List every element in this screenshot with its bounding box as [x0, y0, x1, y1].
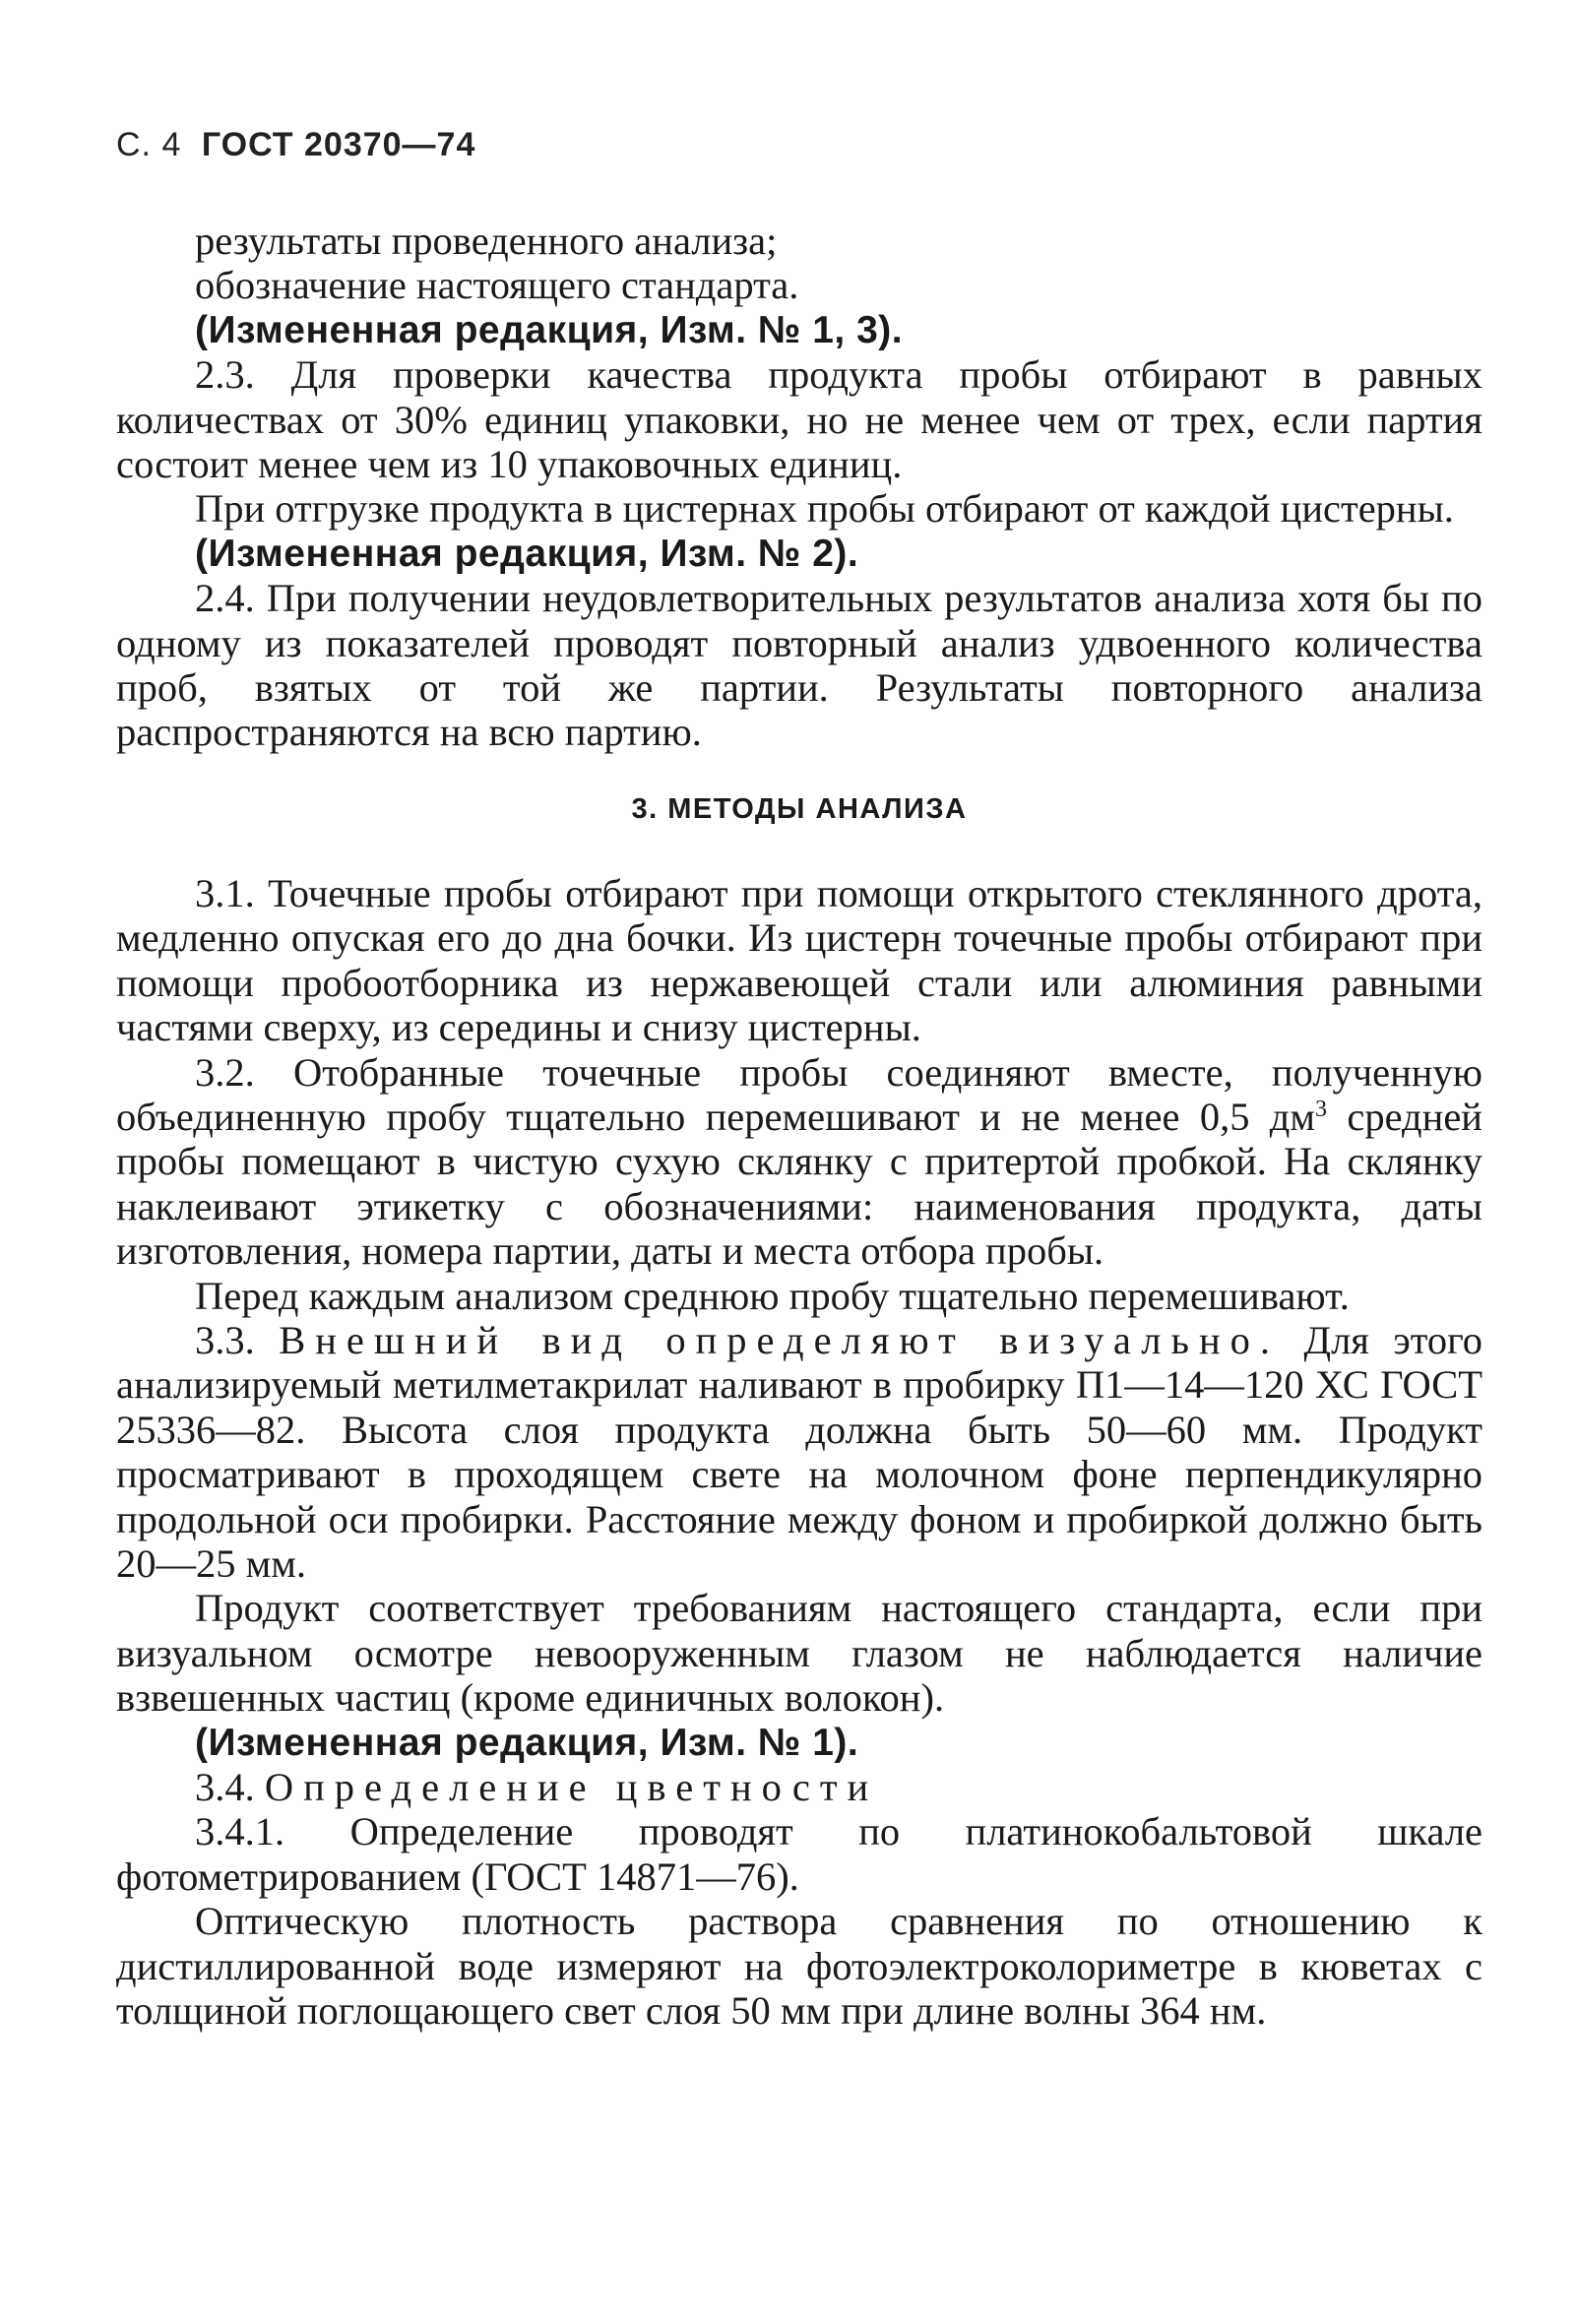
paragraph: результаты проведенного анализа; [195, 219, 778, 263]
paragraph: обозначение настоящего стандарта. [195, 263, 799, 308]
clause-number: 3.4. [195, 1765, 255, 1809]
document-body [116, 219, 1482, 2033]
clause-3-4 [116, 1765, 1482, 1809]
superscript: 3 [1315, 1096, 1328, 1122]
clause-3-3 [116, 1318, 1482, 1586]
clause-3-2-part-b: средней пробы помещают в чистую сухую склянку с притертой пробкой. На склянку наклеивают этикетку с обозначениями: наименования продукта, даты изготовления, номера партии, даты и места отбора пробы. [116, 1094, 1482, 1274]
section-title: 3. МЕТОДЫ АНАЛИЗА [631, 792, 968, 825]
clause-3-2 [116, 1050, 1482, 1274]
paragraph: Оптическую плотность раствора сравнения по отношению к дистиллированной воде измеряют на фотоэлектроколориметре в кюветах с толщиной поглощающего свет слоя 50 мм при длине волны 364 нм. [116, 1899, 1482, 2034]
clause-3-3-text: Для этого анализируемый метилметакрилат наливают в пробирку П1—14—120 ХС ГОСТ 25336—82. Высота слоя продукта должна быть 50—60 мм. Продукт просматривают в проходящем свете на молочном фоне перпендикулярно продольной оси пробирки. Расстояние между фоном и пробиркой должно быть 20—25 мм. [116, 1317, 1483, 1586]
running-header [116, 126, 475, 164]
amendment-note: (Измененная редакция, Изм. № 1). [195, 1721, 859, 1764]
amendment-note: (Измененная редакция, Изм. № 1, 3). [195, 308, 904, 351]
spaced-heading: Внешний вид определяют визуально. [279, 1317, 1280, 1362]
clause-2-3: 2.3. Для проверки качества продукта пробы отбирают в равных количествах от 30% единиц упаковки, но не менее чем от трех, если партия состоит менее чем из 10 упаковочных единиц. [116, 352, 1482, 487]
clause-3-1: 3.1. Точечные пробы отбирают при помощи открытого стеклянного дрота, медленно опуская его до дна бочки. Из цистерн точечные пробы отбирают при помощи пробоотборника из нержавеющей стали или алюминия равными частями сверху, из середины и снизу цистерны. [116, 870, 1482, 1050]
clause-2-4: 2.4. При получении неудовлетворительных результатов анализа хотя бы по одному из показателей проводят повторный анализ удвоенного количества проб, взятых от той же партии. Результаты повторного анализа распространяются на всю партию. [116, 576, 1482, 755]
paragraph: Перед каждым анализом среднюю пробу тщательно перемешивают. [195, 1273, 1350, 1318]
paragraph: При отгрузке продукта в цистернах пробы отбирают от каждой цистерны. [195, 486, 1454, 532]
clause-3-4-1: 3.4.1. Определение проводят по платинокобальтовой шкале фотометрированием (ГОСТ 14871—76). [116, 1809, 1482, 1899]
paragraph: Продукт соответствует требованиям настоящего стандарта, если при визуальном осмотре невооруженным глазом не наблюдается наличие взвешенных частиц (кроме единичных волокон). [116, 1586, 1482, 1721]
spaced-heading: Определение цветности [264, 1765, 879, 1809]
amendment-note: (Измененная редакция, Изм. № 2). [195, 532, 859, 575]
standard-code: ГОСТ 20370—74 [201, 126, 476, 163]
clause-number: 3.3. [195, 1317, 255, 1362]
clause-3-2-part-a: 3.2. Отобранные точечные пробы соединяют вместе, полученную объединенную пробу тщательно перемешивают и не менее 0,5 дм [116, 1049, 1482, 1139]
page-number: С. 4 [116, 126, 182, 163]
